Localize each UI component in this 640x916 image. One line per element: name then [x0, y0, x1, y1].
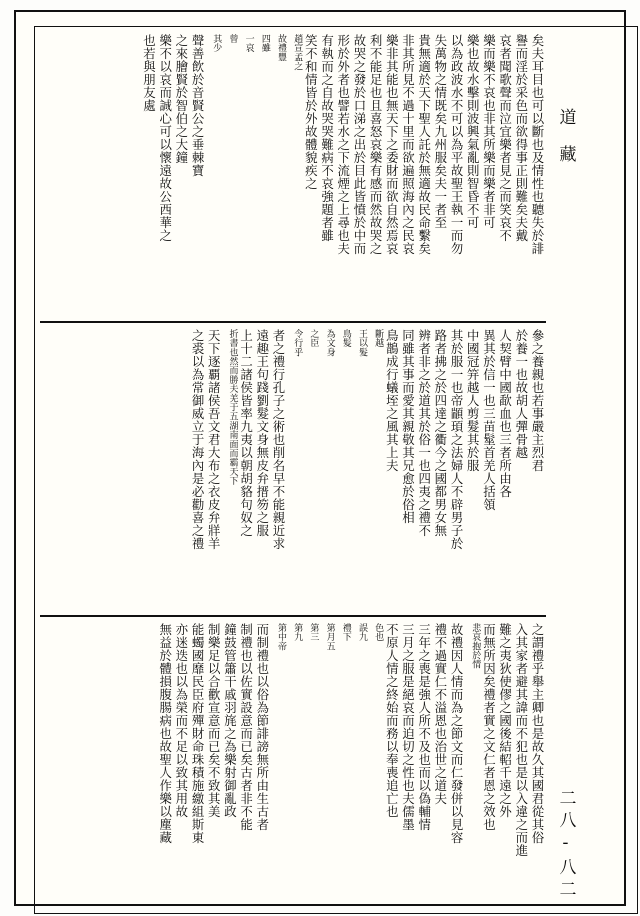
- text-column: 以為政波水不可以為平故聖王執一而勿: [449, 34, 465, 255]
- text-column: 遠趣王句踐劉髮文身無皮弁搢笏之服: [254, 329, 270, 537]
- text-column: 樂而樂不哀也非其所樂而樂者非可: [481, 34, 497, 229]
- text-column: 參之養親也若事嚴主烈君: [530, 329, 545, 472]
- commentary-column: 為文身: [324, 329, 335, 357]
- text-column: 利不能足也且喜怒哀樂有感而然故哭之: [368, 34, 384, 255]
- column-group-middle: [40, 323, 546, 615]
- text-column: 路者拂之於四達之衢今之國都男女無: [432, 329, 448, 537]
- text-column: 鐘鼓管簫干戚羽旄之為樂射御亂政: [222, 623, 238, 818]
- commentary-column: 令行乎: [292, 329, 303, 357]
- commentary-column: 第九: [292, 623, 303, 642]
- text-column: 其於服一也帝顓頊之法婦人不辟男子於: [449, 329, 465, 550]
- text-register-top: [40, 28, 546, 322]
- commentary-column: 誤九: [356, 623, 367, 642]
- commentary-column: 之臣: [308, 329, 319, 348]
- text-column: 也若與朋友處: [141, 34, 157, 112]
- text-column: 而制禮也以俗為節誹謗無所由生古者: [254, 623, 270, 831]
- text-column: 之裘以為常御威立于海內是必勸喜之禮: [190, 329, 206, 550]
- text-column: 難之夷狄使僇之國後結軺千遠之外: [497, 623, 513, 818]
- text-column: 同雖其事而愛其親敬其兄愈於俗相: [400, 329, 416, 524]
- text-column: 樂非其能也無天下之委財而欲自然焉哀: [384, 34, 400, 255]
- text-column: 有執而之自故哭哭難病不哀強題者雖: [319, 34, 335, 242]
- text-column: 三年之喪是強人所不及也而以偽輔情: [416, 623, 432, 831]
- text-column: 鳥鵲成行蟻垤之風其上夫: [384, 329, 400, 472]
- commentary-column: 四雖: [259, 34, 270, 53]
- text-column: 哀者聞歌聲而泣宜樂者見之而笑哀不: [497, 34, 513, 242]
- collection-title: 道藏: [555, 108, 576, 182]
- margin-band: [522, 24, 608, 916]
- text-column: 人契臂中國歃血也三者所由各: [497, 329, 513, 498]
- text-column: 樂也故水擊則波興氣亂則智昏不可: [465, 34, 481, 229]
- page-number: 二八-八二: [555, 789, 576, 902]
- commentary-column: 第三: [308, 623, 319, 642]
- commentary-column: 曾: [227, 34, 238, 44]
- text-column: 故哭之發於口涕之出於目此皆憤於中而: [351, 34, 367, 255]
- commentary-column: 悲哀抱於情: [470, 623, 481, 669]
- commentary-column: 第中帝: [276, 623, 286, 651]
- commentary-column: 折書也然而勝夫羌于五湖南面而霸天下: [227, 329, 238, 486]
- text-column: 制樂足以合歡宣意而已矣不致其美: [206, 623, 222, 818]
- text-column: 天下逐覇諸侯吾文君大布之衣皮弁牂羊: [206, 329, 222, 550]
- text-column: 故禮因人情而為之節文而仁發併以見容: [449, 623, 465, 844]
- commentary-column: 其少: [211, 34, 222, 53]
- text-column: 無益於體損腹腸病也故聖人作樂以塵藏: [157, 623, 173, 844]
- text-column: 禮不過實仁不溢恩也治世之道夫: [432, 623, 448, 805]
- text-column: 上十二諸侯皆率九夷以朝胡貉句奴之: [238, 329, 254, 537]
- text-column: 於養一也故胡人彈骨越: [513, 329, 529, 459]
- text-column: 制禮也以佐實設意而已矣古者非不能: [238, 623, 254, 831]
- text-column: 貴無適於天下聖人託於無適故民命繫矣: [416, 34, 432, 255]
- text-column: 辨者非之於道其於俗一也四夷之禮不: [416, 329, 432, 537]
- commentary-column: 斷越: [373, 329, 384, 348]
- text-column: 亦迷迭也以為榮而不足以致其用故: [173, 623, 189, 818]
- commentary-column: 一哀: [243, 34, 254, 53]
- text-column: 入其家者避其諱而不犯也是以入違之而進: [513, 623, 529, 857]
- commentary-column: 第月五: [324, 623, 335, 651]
- text-column: 之謂禮乎舉主卿也是故久其國君從其俗: [530, 623, 545, 844]
- text-column: 三月之服是絕哀而迫切之性也夫儒墨: [400, 623, 416, 831]
- commentary-column: 王以髮: [356, 329, 367, 357]
- text-register-bottom: [40, 616, 546, 912]
- text-column: 中國冠笄越人剪髮其於服: [465, 329, 481, 472]
- text-column: 樂不以哀而誠心可以懷遠故公西華之: [157, 34, 173, 242]
- column-group-top: [40, 28, 546, 321]
- commentary-column: 故禮豐: [276, 34, 286, 62]
- text-column: 聲善飲於音賢公之垂棘寶: [190, 34, 206, 177]
- text-column: 之來膾賢於智伯之大鐘: [173, 34, 189, 164]
- text-column: 形於外者也譬若水之下流煙之上尋也夫: [335, 34, 351, 255]
- commentary-column: 禮下: [340, 623, 351, 642]
- commentary-column: 鳥髮: [340, 329, 351, 348]
- text-column: 而無所因矣禮者實之文仁者恩之效也: [481, 623, 497, 831]
- column-group-bottom: [40, 617, 546, 912]
- text-column: 笑不和情皆於外故體貌疾之: [303, 34, 319, 190]
- text-column: 不原人情之終始而務以奉喪追亡也: [384, 623, 400, 818]
- text-column: 者之禮行孔子之術也削名早不能親近求: [271, 329, 286, 550]
- text-column: 非其所見不過十里而欲遍照海內之民哀: [400, 34, 416, 255]
- text-column: 能蠋國靡民臣府殫財命珠積施繳組斯東: [190, 623, 206, 844]
- text-column: 異其於信一也三苗髽首羌人括領: [481, 329, 497, 511]
- commentary-column: 趙宣孟之: [292, 34, 303, 71]
- text-register-middle: [40, 322, 546, 616]
- text-column: 失萬物之情既矣九州服矣夫一者至: [432, 34, 448, 229]
- page-frame-outer: [14, 10, 626, 906]
- text-column: 譽而淫於采色而欲得事正則難矣夫戴: [513, 34, 529, 242]
- commentary-column: 色也: [373, 623, 384, 642]
- text-column: 矣夫耳目也可以斷也及情性也聽失於誹: [530, 34, 545, 255]
